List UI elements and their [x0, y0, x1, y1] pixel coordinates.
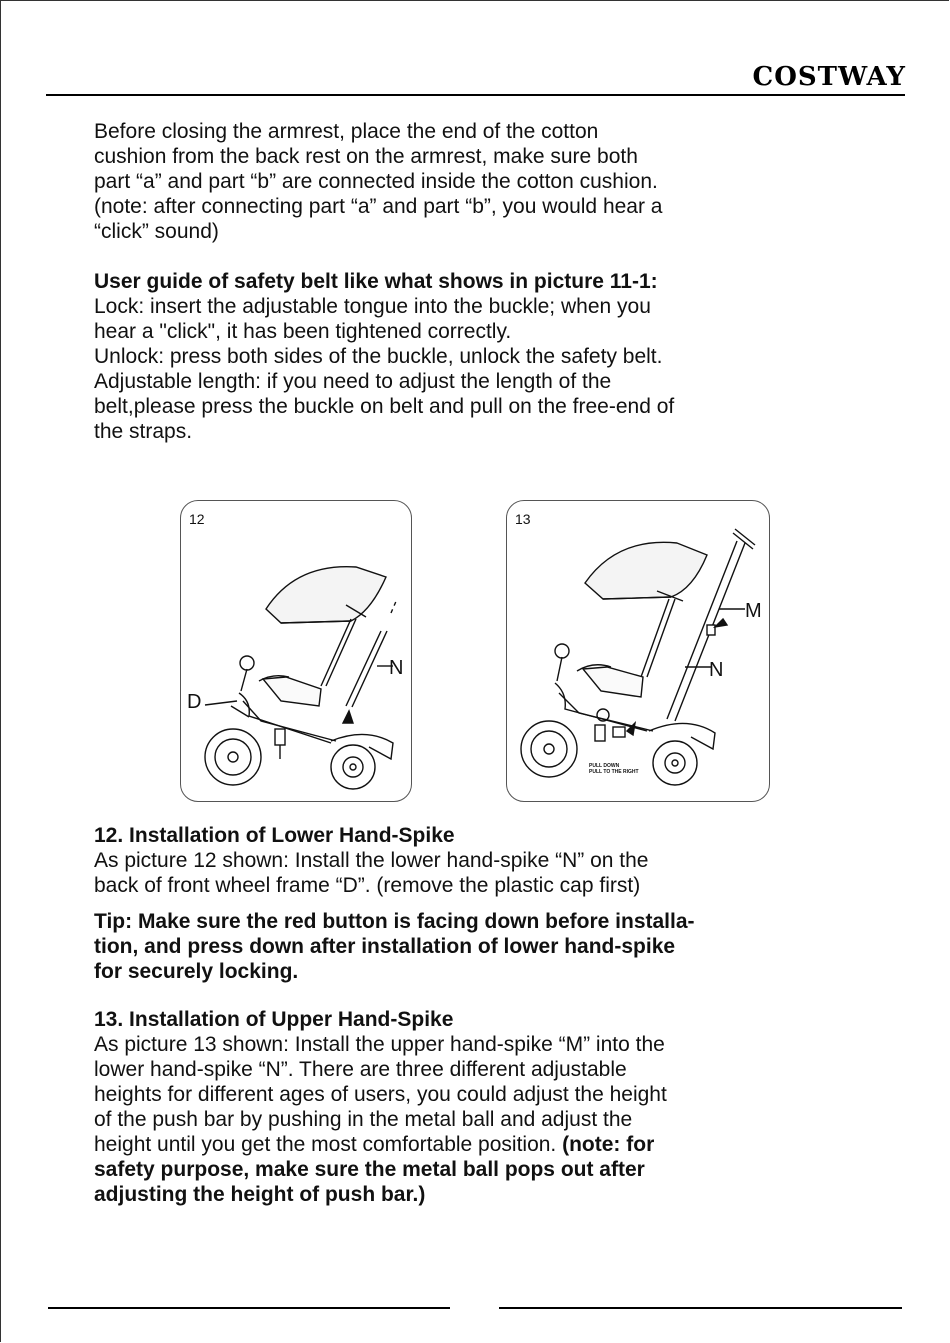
section-12-line: back of front wheel frame “D”. (remove the plastic cap first): [94, 874, 641, 897]
safety-belt-line: belt,please press the buckle on belt and pull on the free-end of: [94, 395, 675, 418]
armrest-line: Before closing the armrest, place the end of the cotton: [94, 120, 599, 143]
header-rule: [46, 94, 905, 96]
footer-rule-right: [499, 1307, 902, 1309]
pull-down-label: PULL DOWN: [589, 763, 620, 769]
section-13-line: As picture 13 shown: Install the upper hand-spike “M” into the: [94, 1033, 665, 1056]
armrest-line: (note: after connecting part “a” and part “b”, you would hear a: [94, 195, 663, 218]
section-13-line: [94, 1132, 834, 1157]
safety-belt-line: Lock: insert the adjustable tongue into the buckle; when you: [94, 295, 651, 318]
section-13: [94, 1007, 834, 1207]
figure-number: 13: [515, 511, 531, 527]
section-13-note-start: (note: for: [562, 1133, 655, 1156]
figure-12: [180, 500, 412, 802]
tricycle-illustration: [507, 501, 769, 801]
section-13-line: heights for different ages of users, you could adjust the height: [94, 1083, 667, 1106]
section-13-note-line: adjusting the height of push bar.): [94, 1183, 426, 1206]
footer-rule-left: [48, 1307, 450, 1309]
section-13-title: 13. Installation of Upper Hand-Spike: [94, 1008, 454, 1031]
figure-number: 12: [189, 511, 205, 527]
brand-logo: COSTWAY: [752, 62, 906, 92]
tip-line: tion, and press down after installation of lower hand-spike: [94, 935, 676, 958]
armrest-line: “click” sound): [94, 220, 219, 243]
label-n: N: [389, 657, 404, 679]
pull-right-label: PULL TO THE RIGHT: [589, 769, 639, 775]
section-12-title: 12. Installation of Lower Hand-Spike: [94, 824, 455, 847]
tricycle-illustration: [181, 501, 411, 801]
section-13-note-line: safety purpose, make sure the metal ball pops out after: [94, 1158, 645, 1181]
section-13-line: lower hand-spike “N”. There are three different adjustable: [94, 1058, 627, 1081]
section-13-plain-text: height until you get the most comfortable position.: [94, 1133, 563, 1156]
figure-13: [506, 500, 770, 802]
label-m: M: [745, 600, 762, 622]
armrest-line: cushion from the back rest on the armrest, make sure both: [94, 145, 638, 168]
safety-belt-heading: User guide of safety belt like what shows in picture 11-1:: [94, 270, 658, 293]
section-12-line: As picture 12 shown: Install the lower hand-spike “N” on the: [94, 849, 649, 872]
safety-belt-line: Adjustable length: if you need to adjust the length of the: [94, 370, 612, 393]
label-n: N: [709, 659, 724, 681]
section-12: [94, 823, 834, 898]
tip-line: Tip: Make sure the red button is facing down before installa-: [94, 910, 695, 933]
safety-belt-line: hear a "click", it has been tightened correctly.: [94, 320, 512, 343]
label-d: D: [187, 691, 202, 713]
armrest-line: part “a” and part “b” are connected inside the cotton cushion.: [94, 170, 658, 193]
section-13-line: of the push bar by pushing in the metal ball and adjust the: [94, 1108, 633, 1131]
safety-belt-line: the straps.: [94, 420, 193, 443]
armrest-note: [94, 119, 834, 244]
safety-belt-guide: [94, 269, 834, 444]
section-12-tip: [94, 909, 834, 984]
tip-line: for securely locking.: [94, 960, 299, 983]
safety-belt-line: Unlock: press both sides of the buckle, unlock the safety belt.: [94, 345, 663, 368]
